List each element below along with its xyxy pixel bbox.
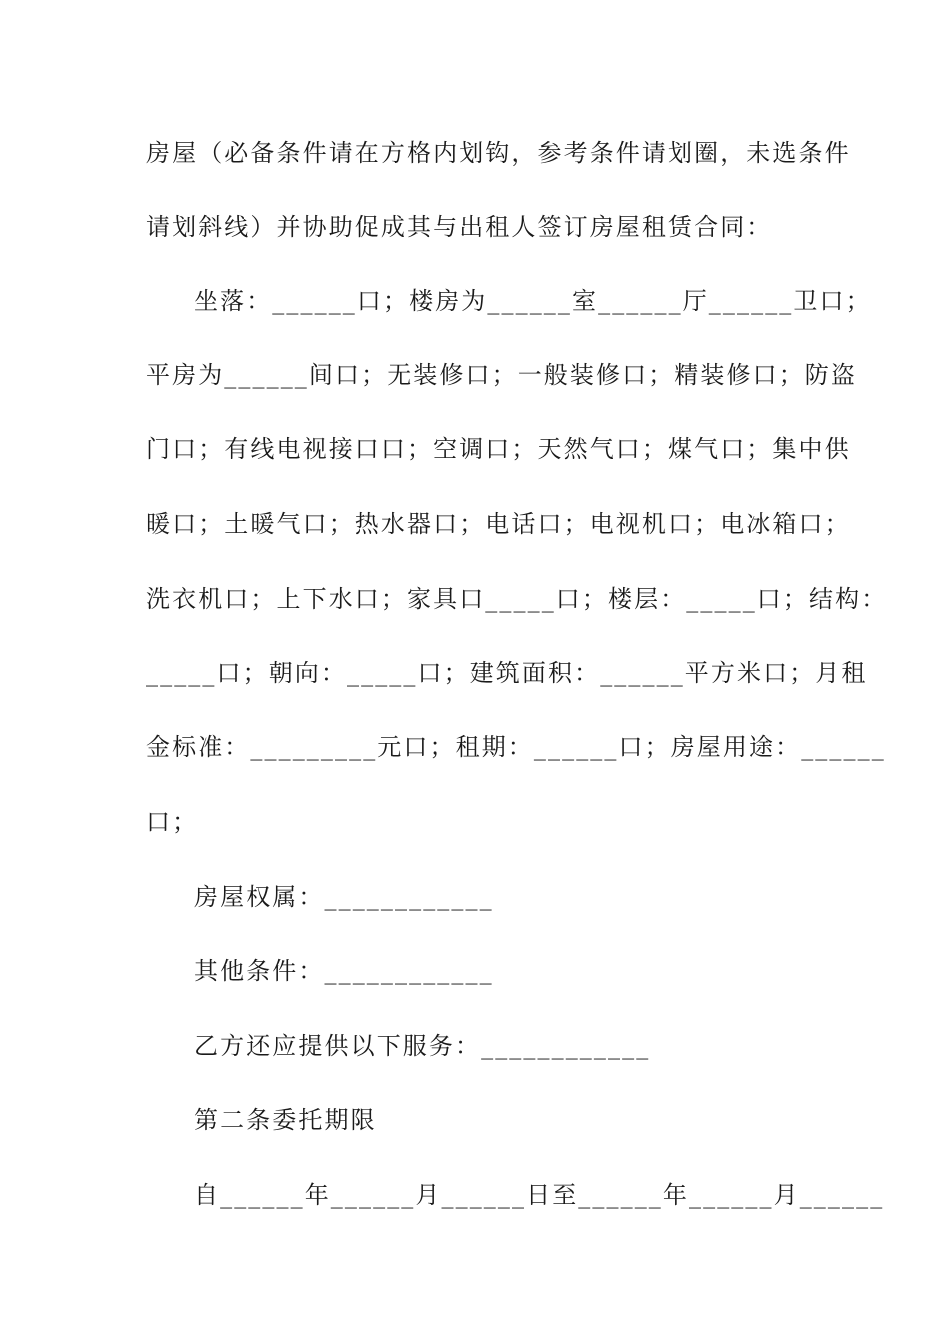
section-heading: 第二条委托期限 <box>194 1106 377 1134</box>
paragraph-line: 房屋（必备条件请在方格内划钩，参考条件请划圈，未选条件 <box>146 139 851 167</box>
paragraph-line: 金标准：_________元口；租期：______口；房屋用途：______ <box>146 733 886 761</box>
paragraph-line: 请划斜线）并协助促成其与出租人签订房屋租赁合同： <box>146 213 773 241</box>
paragraph-line: 平房为______间口；无装修口；一般装修口；精装修口；防盗 <box>146 361 857 389</box>
field-extra-services: 乙方还应提供以下服务：____________ <box>194 1032 651 1060</box>
paragraph-line: 暖口；土暖气口；热水器口；电话口；电视机口；电冰箱口； <box>146 510 851 538</box>
paragraph-line: 洗衣机口；上下水口；家具口_____口；楼层：_____口；结构： <box>146 585 888 613</box>
paragraph-line: 坐落：______口；楼房为______室______厅______卫口； <box>194 287 872 315</box>
paragraph-line: 口； <box>146 808 199 836</box>
field-house-ownership: 房屋权属：____________ <box>194 883 494 911</box>
field-other-conditions: 其他条件：____________ <box>194 957 494 985</box>
paragraph-line: 门口；有线电视接口口；空调口；天然气口；煤气口；集中供 <box>146 435 851 463</box>
field-term-dates: 自______年______月______日至______年______月______ <box>194 1181 885 1209</box>
paragraph-line: _____口；朝向：_____口；建筑面积：______平方米口；月租 <box>146 659 868 687</box>
